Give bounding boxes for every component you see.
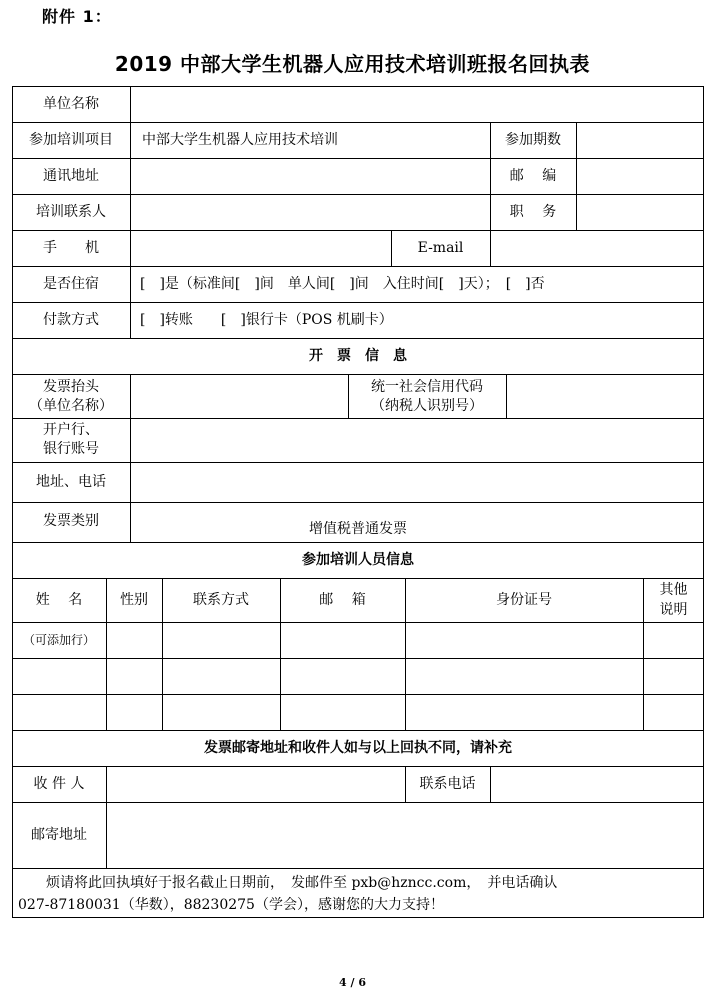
credit-code-label-line2: （纳税人识别号） [371,398,483,414]
lodging-label: 是否住宿 [43,276,99,292]
credit-code-field[interactable] [507,375,703,418]
invoice-header-field[interactable] [131,375,347,418]
bank-label-line2: 银行账号 [43,441,99,457]
col-other-line1: 其他 [659,582,688,598]
recipient-field[interactable] [107,767,404,802]
form-title: 2019 中部大学生机器人应用技术培训班报名回执表 [114,52,591,76]
unit-name-field[interactable] [131,87,703,122]
recipient-label: 收 件 人 [33,776,85,792]
unit-name-label: 单位名称 [43,96,99,112]
invoice-header-label-line1: 发票抬头 [43,379,99,395]
mobile-field[interactable] [131,231,390,266]
contact-field[interactable] [131,195,489,230]
credit-code-label-line1: 统一社会信用代码 [371,379,483,395]
row-divider [12,868,704,869]
add-row-hint: （可添加行） [22,633,95,647]
position-field[interactable] [577,195,703,230]
table-row[interactable] [13,695,703,730]
row-divider [12,338,704,339]
mailing-address-field[interactable] [107,803,703,868]
invoice-type-value: 增值税普通发票 [309,521,407,537]
mailing-address-label: 邮寄地址 [31,827,87,843]
payment-options[interactable]: [ ]转账 [ ]银行卡（POS 机刷卡） [140,312,393,328]
lodging-options[interactable]: [ ]是（标准间[ ]间 单人间[ ]间 入住时间[ ]天）； [ ]否 [140,276,545,292]
address-phone-field[interactable] [131,463,703,502]
row-divider [12,502,704,503]
page-number: 4 / 6 [339,976,366,989]
address-field[interactable] [131,159,489,194]
table-row[interactable] [13,659,703,694]
invoice-section-title: 开 票 信 息 [309,348,407,364]
participants-section-title: 参加培训人员信息 [302,552,414,568]
contact-label: 培训联系人 [36,204,106,220]
note-line1: 烦请将此回执填好于报名截止日期前， 发邮件至 pxb@hzncc.com， 并电话确认 [18,875,558,891]
col-gender: 性别 [120,592,148,608]
recipient-phone-label: 联系电话 [419,776,476,792]
postcode-field[interactable] [577,159,703,194]
col-id-number: 身份证号 [496,592,552,608]
row-divider [12,578,704,579]
recipient-phone-field[interactable] [491,767,703,802]
address-phone-label: 地址、电话 [36,474,106,490]
periods-label: 参加期数 [505,132,561,148]
col-name: 姓 名 [35,592,83,608]
col-email: 邮 箱 [319,592,366,608]
row-divider [12,730,704,731]
note-line2: 027-87180031（华数），88230275（学会），感谢您的大力支持！ [18,897,444,913]
project-label: 参加培训项目 [29,132,113,148]
attachment-label: 附件 1： [42,7,112,26]
row-divider [12,302,704,303]
postcode-label: 邮 编 [509,168,557,184]
invoice-type-label: 发票类别 [43,513,99,529]
position-label: 职 务 [509,204,557,220]
bank-field[interactable] [131,419,703,462]
address-label: 通讯地址 [43,168,99,184]
email-field[interactable] [491,231,703,266]
bank-label-line1: 开户行、 [43,422,99,438]
col-other-line2: 说明 [659,602,688,618]
mobile-label: 手 机 [43,240,99,256]
row-divider [12,266,704,267]
mailing-section-title: 发票邮寄地址和收件人如与以上回执不同，请补充 [204,740,512,756]
periods-field[interactable] [577,123,703,158]
col-contact: 联系方式 [193,592,249,608]
project-value: 中部大学生机器人应用技术培训 [142,132,338,148]
row-divider [12,542,704,543]
table-row[interactable] [107,623,703,658]
payment-label: 付款方式 [43,312,99,328]
invoice-header-label-line2: （单位名称） [29,398,113,414]
email-label: E-mail [417,240,464,256]
